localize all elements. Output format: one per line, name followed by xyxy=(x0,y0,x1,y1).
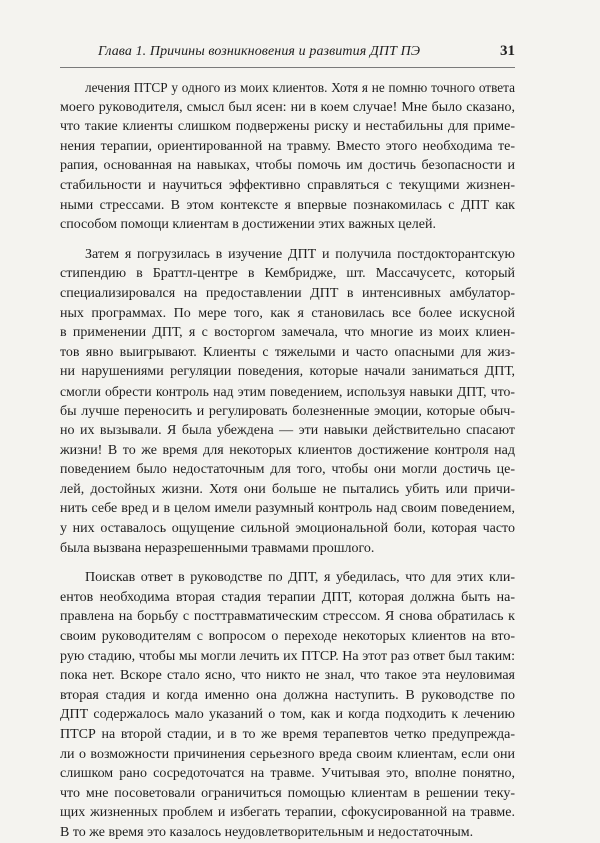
text-line: специализировался на предоставлении ДПТ в интенсивных амбулатор- xyxy=(60,285,515,301)
text-line: вторая стадия и когда именно она должна наступить. В руководстве по xyxy=(60,687,515,703)
text-line: но их вызывали. Я была убеждена — эти навыки действительно спасают xyxy=(60,423,515,439)
text-line: ДПТ содержалось мало указаний о том, как и когда подходить к лечению xyxy=(60,707,515,723)
paragraph-gap xyxy=(60,235,515,245)
text-line: нения терапии, ориентированной на травму. Вместо этого необходима те- xyxy=(60,138,515,154)
paragraph xyxy=(60,245,515,559)
paragraph-gap xyxy=(60,558,515,568)
text-line: стипендию в Браттл-центре в Кембридже, шт. Массачусетс, который xyxy=(60,266,515,282)
paragraph xyxy=(60,568,515,842)
text-line: бы лучше переносить и регулировать болезненные эмоции, которые обыч- xyxy=(60,403,515,419)
text-line: лечения ПТСР у одного из моих клиентов. Хотя я не помню точного ответа xyxy=(85,80,515,95)
text-line: была вызвана неразрешенными травмами прошлого. xyxy=(60,540,375,556)
text-line: что мне посоветовали ограничиться помощью клиентам в решении теку- xyxy=(60,785,515,801)
text-line: что такие клиенты слишком подвержены риску и нестабильны для приме- xyxy=(60,119,515,135)
text-line: поведением было недостаточным для того, чтобы они могли достичь це- xyxy=(60,462,515,478)
text-line: пока нет. Вскоре стало ясно, что никто не знал, что такое эта неуловимая xyxy=(60,668,515,684)
text-line: В то же время это казалось неудовлетворительным и недостаточным. xyxy=(60,824,474,840)
text-line: слишком рано сосредоточатся на травме. Учитывая это, вполне понятно, xyxy=(60,766,515,782)
text-line: в применении ДПТ, я с восторгом замечала, что многие из моих клиен- xyxy=(60,325,515,341)
text-line: Затем я погрузилась в изучение ДПТ и получила постдокторантскую xyxy=(85,246,515,262)
text-line: рапия, основанная на навыках, чтобы помочь им достичь безопасности и xyxy=(60,158,515,174)
text-line: рую стадию, чтобы мы могли лечить их ПТСР. На этот раз ответ был таким: xyxy=(60,648,515,664)
text-line: ПТСР на второй стадии, и в то же время терапевтов четко предупрежда- xyxy=(60,727,515,742)
text-line: Поискав ответ в руководстве по ДПТ, я убедилась, что для этих кли- xyxy=(85,570,515,586)
text-line: ли о возможности причинения серьезного вреда своим клиентам, если они xyxy=(60,746,515,762)
text-line: способом помощи клиентам в достижении этих важных целей. xyxy=(60,217,437,233)
page-number: 31 xyxy=(500,43,515,59)
text-line: моего руководителя, смысл был ясен: ни в коем случае! Мне было сказано, xyxy=(60,99,515,115)
page-header xyxy=(60,43,515,63)
text-line: нить себе вред и в целом имели разумный контроль над своим поведением, xyxy=(60,501,515,517)
text-line: ентов необходима вторая стадия терапии ДПТ, которая должна быть на- xyxy=(60,589,515,605)
text-line: ни нарушениями регуляции поведения, которые начали заниматься ДПТ, xyxy=(60,364,515,380)
text-line: своим руководителям с вопросом о переходе некоторых клиентов на вто- xyxy=(60,629,515,645)
text-line: стабильности и научиться эффективно справляться с текущими жизнен- xyxy=(60,177,515,193)
text-line: жизни! В то же время для некоторых клиентов достижение контроля над xyxy=(60,442,515,458)
text-line: правлена на борьбу с посттравматическим стрессом. Я снова обратилась к xyxy=(60,609,515,625)
paragraph xyxy=(60,78,515,235)
running-head: Глава 1. Причины возникновения и развития ДПТ ПЭ xyxy=(98,44,421,59)
text-line: лей, достойных жизни. Хотя они больше не пытались убить или причи- xyxy=(60,481,515,497)
text-line: тов явно выигрывают. Клиенты с тяжелыми и часто опасными для жиз- xyxy=(60,344,515,360)
text-line: ных программах. По мере того, как я становилась все более искусной xyxy=(60,305,515,321)
header-rule xyxy=(60,67,515,68)
body-text xyxy=(60,78,515,843)
text-line: у них оставалось ощущение сильной эмоциональной боли, которая часто xyxy=(60,521,515,537)
text-line: щих жизненных проблем и избегать терапии, сфокусированной на травме. xyxy=(60,805,515,821)
text-line: смогли обрести контроль над этим поведением, используя навыки ДПТ, что- xyxy=(60,383,515,399)
text-line: ными стрессами. В этом контексте я впервые познакомилась с ДПТ как xyxy=(60,197,515,213)
